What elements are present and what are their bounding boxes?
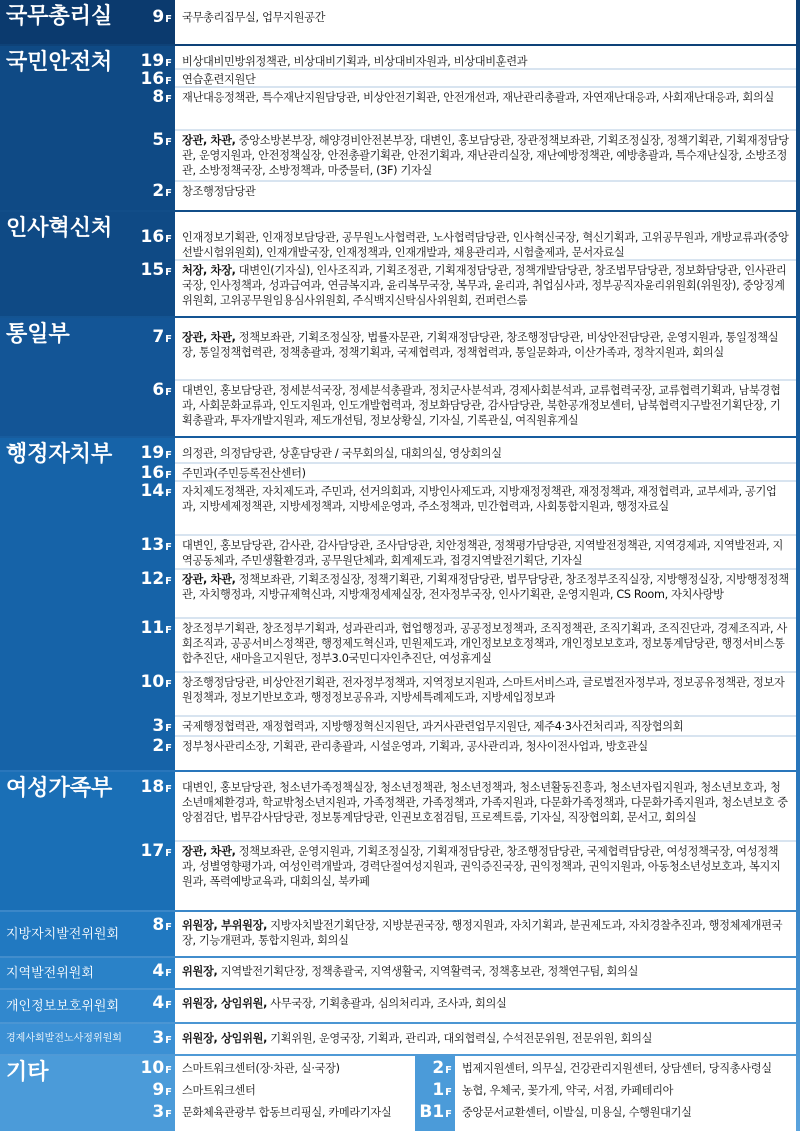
- department-list: 장관, 차관, 중앙소방본부장, 해양경비안전본부장, 대변인, 홍보담당관, 장관정책보좌관, 기획조정실장, 정책기획관, 기획재정담당관, 운영지원과, 안전정책실장, 안전총괄기획관, 안전기획과, 재난관리실장, 재난예방정책관, 예방총괄과, 특수재난실장, 소방조정관, 소방정책국장, 소방정책과, 마중물터, (3F) 기자실: [182, 134, 789, 177]
- department-list: 연습훈련지원단: [182, 73, 256, 86]
- department-list: 자치제도정책관, 자치제도과, 주민과, 선거의회과, 지방인사제도과, 지방재정정책관, 재정정책과, 재정협력과, 교부세과, 공기업과, 지방세제정책관, 지방세정책과, 지방세운영과, 주소정책과, 민간협력과, 사회통합지원과, 행정자료실: [182, 485, 777, 513]
- department-list: 위원장, 상임위원, 사무국장, 기획총괄과, 심의처리과, 조사과, 회의실: [182, 997, 507, 1010]
- floor-label: 14F: [140, 481, 172, 501]
- department-list: 스마트워크센터: [182, 1084, 256, 1097]
- row-divider: [175, 735, 796, 737]
- row-divider: [175, 534, 796, 536]
- row-divider: [175, 480, 796, 482]
- floor-label: 2F: [152, 181, 172, 201]
- section-4: [0, 438, 800, 770]
- floor-label: 16F: [140, 69, 172, 89]
- department-list: 위원장, 상임위원, 기획위원, 운영국장, 기획과, 관리과, 대외협력실, 수석전문위원, 전문위원, 회의실: [182, 1032, 653, 1045]
- floor-label: 2F: [152, 736, 172, 756]
- department-list: 국제행정협력관, 재정협력과, 지방행정혁신지원단, 과거사관련업무지원단, 제주4·3사건처리과, 직장협의회: [182, 720, 684, 733]
- floor-label: 11F: [140, 618, 172, 638]
- floor-label: 8F: [152, 87, 172, 107]
- floor-label: 4F: [152, 993, 172, 1013]
- floor-label: 6F: [152, 380, 172, 400]
- floor-label: 17F: [140, 841, 172, 861]
- row-divider: [175, 715, 796, 717]
- row-divider: [175, 68, 796, 70]
- row-divider: [175, 671, 796, 673]
- floor-label: 3F: [152, 1102, 172, 1122]
- department-list: 주민과(주민등록전산센터): [182, 467, 306, 480]
- floor-label: B1F: [419, 1102, 452, 1122]
- row-divider: [175, 259, 796, 261]
- department-list: 대변인, 홍보담당관, 감사관, 감사담당관, 조사담당관, 치안정책관, 정책평가담당관, 지역발전정책관, 지역경제과, 지역발전과, 지역공동체과, 주민생활환경과, 공무원단체과, 회계제도과, 접경지역발전기획단, 기자실: [182, 539, 783, 567]
- floor-label: 4F: [152, 961, 172, 981]
- floor-label: 15F: [140, 260, 172, 280]
- floor-label: 9F: [152, 7, 172, 27]
- row-divider: [175, 379, 796, 381]
- floor-label: 3F: [152, 1028, 172, 1048]
- ministry-name: 인사혁신처: [6, 216, 113, 241]
- ministry-name: 경제사회발전노사정위원회: [6, 1033, 122, 1044]
- department-list: 재난대응정책관, 특수재난지원담당관, 비상안전기획관, 안전개선과, 재난관리총괄과, 자연재난대응과, 사회재난대응과, 회의실: [182, 91, 774, 104]
- ministry-name: 여성가족부: [6, 776, 113, 801]
- floor-label: 16F: [140, 463, 172, 483]
- department-list: 문화체육관광부 합동브리핑실, 카메라기자실: [182, 1106, 392, 1119]
- ministry-name: 기타: [6, 1060, 49, 1085]
- department-list: 정부청사관리소장, 기획관, 관리총괄과, 시설운영과, 기획과, 공사관리과, 청사이전사업과, 방호관실: [182, 740, 648, 753]
- department-list: 위원장, 부위원장, 지방자치발전기획단장, 지방분권국장, 행정지원과, 자치기획과, 분권제도과, 자치경찰추진과, 행정체제개편국장, 기능개편과, 통합지원과, 회의실: [182, 919, 783, 947]
- row-divider: [175, 129, 796, 131]
- floor-label: 18F: [140, 777, 172, 797]
- floor-label: 9F: [152, 1080, 172, 1100]
- row-divider: [175, 180, 796, 182]
- floor-label: 1F: [432, 1080, 452, 1100]
- floor-label: 3F: [152, 716, 172, 736]
- floor-label: 19F: [140, 51, 172, 71]
- floor-label: 7F: [152, 327, 172, 347]
- row-divider: [175, 840, 796, 842]
- row-divider: [175, 568, 796, 570]
- section-etc: [0, 1056, 800, 1131]
- department-list: 농협, 우체국, 꽃가게, 약국, 서점, 카페테리아: [462, 1084, 674, 1097]
- ministry-name: 지방자치발전위원회: [6, 927, 120, 942]
- department-list: 대변인, 홍보담당관, 청소년가족정책실장, 청소년정책관, 청소년정책과, 청소년활동진흥과, 청소년자립지원과, 청소년보호과, 청소년매체환경과, 학교밖청소년지원과, 가족정책관, 가족정책과, 가족지원과, 다문화가족정책과, 다문화가족지원과, 청소년보호 중앙점검단, 법무감사담당관, 정보통계담당관, 인권보호점검팀, 프로젝트룸, 기자실, 직장협의회, 문서고, 회의실: [182, 781, 788, 824]
- ministry-name: 국민안전처: [6, 50, 113, 75]
- ministry-name: 지역발전위원회: [6, 966, 94, 981]
- floor-label: 12F: [140, 569, 172, 589]
- department-list: 중앙문서교환센터, 이발실, 미용실, 수행원대기실: [462, 1106, 692, 1119]
- department-list: 위원장, 지역발전기획단장, 정책총괄국, 지역생활국, 지역활력국, 정책홍보관, 정책연구팀, 회의실: [182, 965, 639, 978]
- department-list: 의정관, 의정담당관, 상훈담당관 / 국무회의실, 대회의실, 영상회의실: [182, 447, 502, 460]
- floor-label: 5F: [152, 130, 172, 150]
- ministry-name: 행정자치부: [6, 442, 113, 467]
- department-list: 장관, 차관, 정책보좌관, 기획조정실장, 정책기획관, 기획재정담당관, 법무담당관, 창조정부조직실장, 지방행정실장, 지방행정정책관, 자치행정과, 지방규제혁신과, 지방재정세제실장, 전자정부국장, 인사기획관, 운영지원과, CS Room, 자치사랑방: [182, 573, 789, 601]
- row-divider: [175, 86, 796, 88]
- section-2: [0, 212, 800, 316]
- department-list: 창조행정담당관, 비상안전기획관, 전자정부정책과, 지역정보지원과, 스마트서비스과, 글로벌전자정부과, 정보공유정책관, 정보자원정책과, 정보기반보호과, 행정정보공유과, 지방세특례제도과, 지방세입정보과: [182, 676, 785, 704]
- section-3: [0, 318, 800, 436]
- department-list: 창조정부기획관, 창조정부기획과, 성과관리과, 협업행정과, 공공정보정책과, 조직정책관, 조직기획과, 조직진단과, 경제조직과, 사회조직과, 공공서비스정책관, 행정제도혁신과, 민원제도과, 개인정보보호정책과, 개인정보보호과, 정보통계담당관, 행정서비스통합추진단, 새마을고지원단, 정부3.0국민디자인추진단, 여성휴게실: [182, 622, 787, 665]
- section-0: [0, 0, 800, 44]
- row-divider: [175, 462, 796, 464]
- ministry-name: 개인정보보호위원회: [6, 999, 120, 1014]
- department-list: 국무총리집무실, 업무지원공간: [182, 11, 326, 24]
- row-divider: [175, 617, 796, 619]
- section-5: [0, 772, 800, 910]
- department-list: 인재정보기획관, 인재정보담당관, 공무원노사협력관, 노사협력담당관, 인사혁신국장, 혁신기획과, 고위공무원과, 개방교류과(중앙선발시험위원회), 인재개발국장, 인재정책과, 인재개발과, 채용관리과, 시험출제과, 문서자료실: [182, 231, 789, 259]
- floor-label: 10F: [140, 1058, 172, 1078]
- section-8: [0, 990, 800, 1022]
- department-list: 장관, 차관, 정책보좌관, 기획조정실장, 법률자문관, 기획재정담당관, 창조행정담당관, 비상안전담당관, 운영지원과, 통일정책실장, 통일정책협력관, 정책총괄과, 정책기획과, 국제협력과, 정책협력과, 통일문화과, 이산가족과, 정착지원과, 회의실: [182, 331, 779, 359]
- ministry-name: 국무총리실: [6, 4, 113, 29]
- department-list: 처장, 차장, 대변인(기자실), 인사조직과, 기획조정관, 기획재정담당관, 정책개발담당관, 창조법무담당관, 정보화담당관, 인사관리국장, 인사정책과, 성과급여과, 연금복지과, 윤리복무국장, 복무과, 윤리과, 취업심사과, 정부공직자윤리위원회(위원장), 중앙징계위원회, 고위공무원임용심사위원회, 주식백지신탁심사위원회, 컨퍼런스룸: [182, 264, 787, 307]
- floor-label: 13F: [140, 535, 172, 555]
- ministry-name: 통일부: [6, 322, 70, 347]
- department-list: 장관, 차관, 정책보좌관, 운영지원과, 기획조정실장, 기획재정담당관, 창조행정담당관, 국제협력담당관, 여성정책국장, 여성정책과, 성별영향평가과, 여성인력개발과, 경력단절여성지원과, 권익증진국장, 권익정책과, 권익지원과, 아동청소년성보호과, 복지지원과, 폭력예방교육과, 대회의실, 북카페: [182, 845, 781, 888]
- section-7: [0, 958, 800, 988]
- section-1: [0, 46, 800, 210]
- floor-label: 19F: [140, 443, 172, 463]
- floor-label: 8F: [152, 915, 172, 935]
- department-list: 창조행정담당관: [182, 185, 256, 198]
- floor-label: 10F: [140, 672, 172, 692]
- floor-label: 2F: [432, 1058, 452, 1078]
- department-list: 스마트워크센터(장·차관, 실·국장): [182, 1062, 340, 1075]
- department-list: 법제지원센터, 의무실, 건강관리지원센터, 상담센터, 당직총사령실: [462, 1062, 772, 1075]
- department-list: 대변인, 홍보담당관, 정세분석국장, 정세분석총괄과, 정치군사분석과, 경제사회분석과, 교류협력국장, 교류협력기획과, 남북경협과, 사회문화교류과, 인도지원과, 인도개발협력과, 정보화담당관, 감사담당관, 북한공개정보센터, 남북협력지구발전기획단장, 기획총괄과, 투자개발지원과, 제도개선팀, 정보상황실, 기자실, 기록관실, 여직원휴게실: [182, 384, 781, 427]
- section-6: [0, 912, 800, 956]
- department-list: 비상대비민방위정책관, 비상대비기획과, 비상대비자원과, 비상대비훈련과: [182, 55, 528, 68]
- floor-label: 16F: [140, 227, 172, 247]
- section-9: [0, 1024, 800, 1054]
